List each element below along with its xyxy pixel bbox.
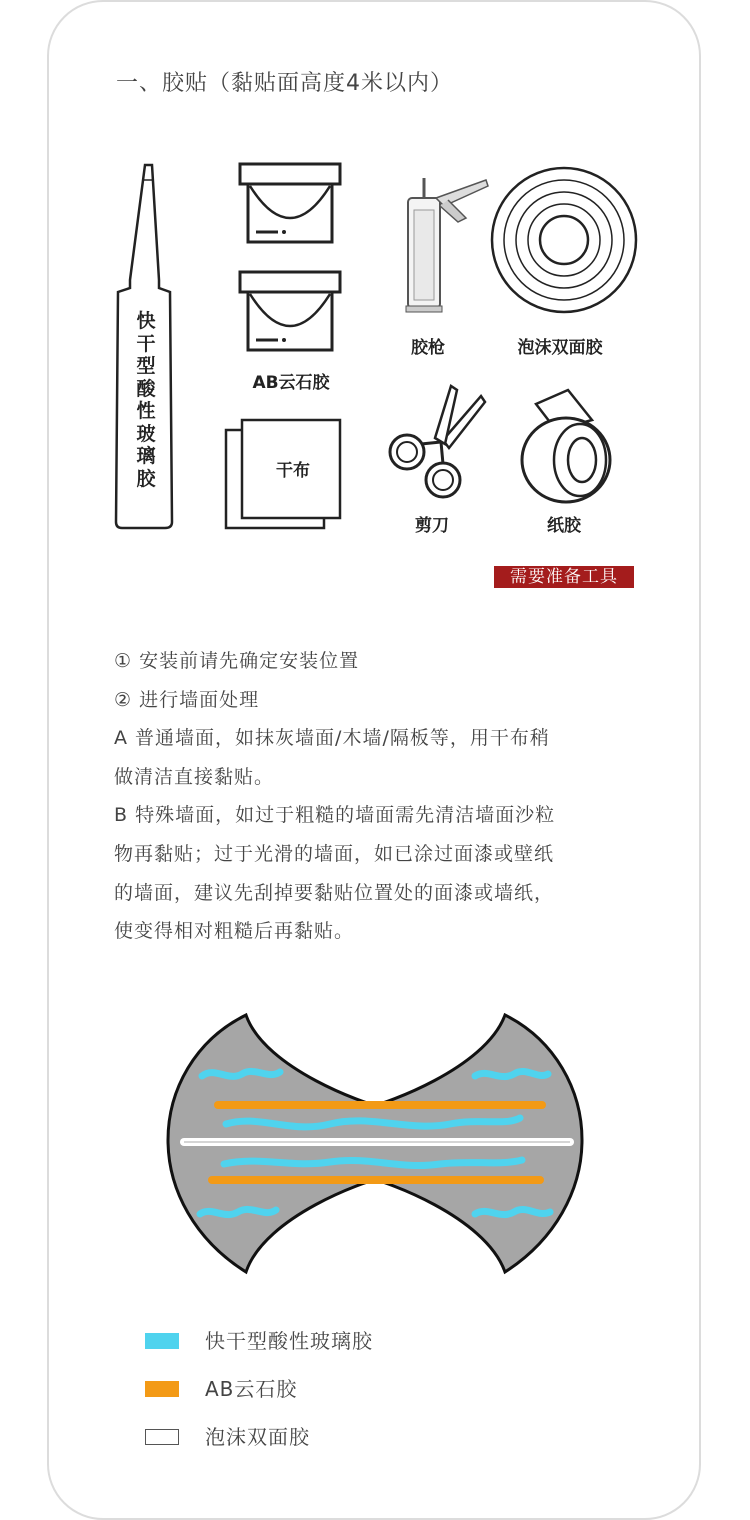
tools-illustration [0, 0, 750, 600]
glass-glue-bead [202, 1071, 280, 1076]
step-line: 的墙面，建议先刮掉要黏贴位置处的面漆或墙纸， [114, 881, 555, 904]
white-swatch [145, 1429, 179, 1445]
glass-glue-bead [475, 1071, 548, 1076]
glue-gun-label: 胶枪 [411, 338, 445, 358]
legend-label: AB云石胶 [205, 1377, 298, 1401]
paper-tape-icon [516, 384, 620, 508]
step-line: 使变得相对粗糙后再黏贴。 [114, 920, 355, 943]
bucket-icon [236, 160, 346, 250]
glass-glue-bead [475, 1209, 550, 1214]
caulking-gun-icon [396, 170, 496, 318]
glass-glue-bead [200, 1209, 276, 1214]
legend-label: 泡沫双面胶 [205, 1425, 310, 1449]
adhesive-layout-diagram [160, 1010, 590, 1280]
step-line: ① 安装前请先确定安装位置 [114, 650, 360, 672]
legend-label: 快干型酸性玻璃胶 [205, 1329, 373, 1353]
step-line: 做清洁直接黏贴。 [114, 765, 275, 788]
step-line: A 普通墙面，如抹灰墙面/木墙/隔板等，用干布稍 [114, 727, 550, 750]
cloth-label: 干布 [276, 461, 310, 481]
bucket-icon [236, 268, 346, 358]
glue-tube-label: 快干型酸性玻璃胶 [136, 310, 156, 490]
step-line: 物再黏贴；过于光滑的墙面，如已涂过面漆或壁纸 [114, 842, 555, 865]
cyan-swatch [145, 1333, 179, 1349]
glass-glue-bead [224, 1160, 522, 1166]
stone-glue-label: AB云石胶 [252, 373, 330, 393]
foam-tape-roll-icon [488, 164, 640, 316]
scissors-label: 剪刀 [415, 516, 449, 536]
foam-tape-label: 泡沫双面胶 [517, 338, 603, 358]
step-line: B 特殊墙面，如过于粗糙的墙面需先清洁墙面沙粒 [114, 804, 556, 827]
instructions [114, 642, 654, 951]
step-line: ② 进行墙面处理 [114, 688, 260, 711]
section-title: 一、胶贴（黏贴面高度4米以内） [116, 71, 453, 96]
orange-swatch [145, 1381, 179, 1397]
scissors-icon [385, 380, 493, 504]
paper-tape-label: 纸胶 [547, 516, 581, 536]
prep-tools-badge: 需要准备工具 [494, 566, 634, 588]
